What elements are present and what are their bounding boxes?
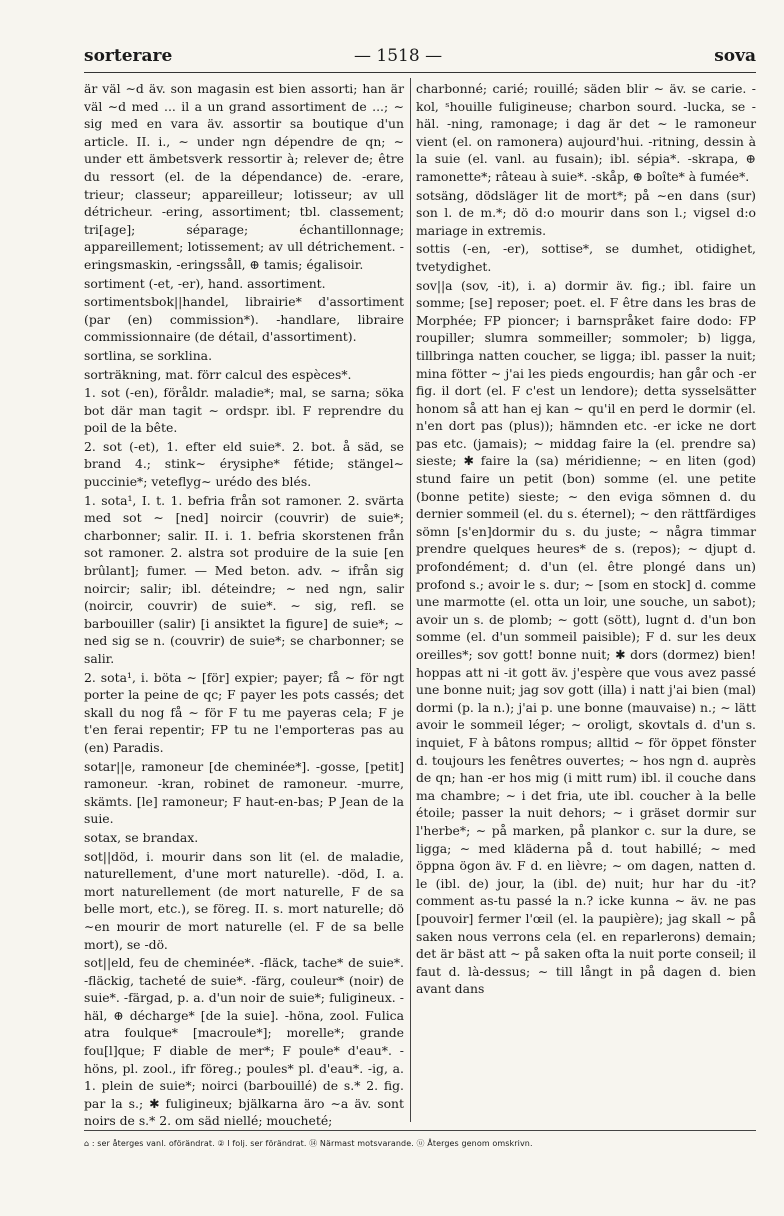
dictionary-entry: sortiment (-et, -er), hand. assortiment. bbox=[84, 275, 326, 291]
dictionary-entry: är väl ∼d äv. son magasin est bien assorti; han är väl ∼d med ... il a un grand assortiment de ...; ∼ sig med en vara äv. assortir sa boutique d'un article. II. i., ∼ under ngn dépendre de qn; ∼ under ett ämbetsverk ressortir à; relever de; être du ressort (el. de la dépendance) de. -erare, trieur; classeur; appareilleur; lotisseur; av ull détricheur. -ering, assortiment; tbl. classement; tri[age]; séparage; échantillonnage; appareillement; lotissement; av ull détrichement. -eringsmaskin, -eringssåll, ⊕ tamis; égalisoir. bbox=[84, 81, 404, 272]
dictionary-entry: sotsäng, dödsläger lit de mort*; på ∼en dans (sur) son l. de m.*; dö d:o mourir dans son l.; vigsel d:o mariage in extremis. bbox=[416, 187, 756, 238]
right-column bbox=[416, 80, 756, 1120]
dictionary-entry: sortimentsbok||handel, librairie* d'assortiment (par (en) commission*). -handlare, libraire commissionnaire (de détail, d'assortiment). bbox=[84, 294, 404, 345]
page-header bbox=[84, 42, 756, 73]
right-guide-word: sova bbox=[714, 46, 756, 66]
footnote-legend: ⌂ : ser återges vanl. oförändrat. ② I folj. ser förändrat. ⑭ Närmast motsvarande. ⓤ Återges genom omskrivn. bbox=[84, 1130, 756, 1167]
dictionary-entry: 2. sot (-et), 1. efter eld suie*. 2. bot. å säd, se brand 4.; stink∼ érysiphe* fétide; stängel∼ puccinie*; veteflyg∼ urédo des blés. bbox=[84, 438, 404, 490]
dictionary-entry: sorträkning, mat. förr calcul des espèces*. bbox=[84, 366, 352, 382]
dictionary-entry: sot||död, i. mourir dans son lit (el. de maladie, naturellement, d'une mort naturelle). -död, I. a. mort naturellement (de mort naturelle, F de sa belle mort, etc.), se föreg. II. s. mort naturelle; dö ∼en mourir de mort naturelle (el. F de sa belle mort), se -dö. bbox=[84, 848, 404, 952]
dictionary-entry: 1. sot (-en), föråldr. maladie*; mal, se sarna; söka bot där man tagit ∼ ordspr. ibl. F reprendre du poil de la bête. bbox=[84, 385, 404, 436]
dictionary-entry: 2. sota¹, i. böta ∼ [för] expier; payer; få ∼ för ngt porter la peine de qc; F payer les pots cassés; det skall du nog få ∼ för F tu me payeras cela; F je t'en ferai repentir; FP tu ne l'emporteras pas au (en) Paradis. bbox=[84, 669, 404, 755]
column-divider bbox=[410, 78, 411, 1122]
left-column bbox=[84, 80, 404, 1129]
dictionary-entry: charbonné; carié; rouillé; säden blir ∼ äv. se carie. -kol, ˢhouille fuligineuse; charbon sourd. -lucka, se -häl. -ning, ramonage; i dag är det ∼ le ramoneur vient (el. on ramonera) aujourd'hui. -ritning, dessin à la suie (el. vanl. au fusain); ibl. sépia*. -skrapa, ⊕ ramonette*; râteau à suie*. -skåp, ⊕ boîte* à fumée*. bbox=[416, 81, 756, 184]
dictionary-entry: sotar||e, ramoneur [de cheminée*]. -gosse, [petit] ramoneur. -kran, robinet de ramoneur. -murre, skämts. [le] ramoneur; F haut-en-bas; P Jean de la suie. bbox=[84, 758, 404, 827]
left-guide-word: sorterare bbox=[84, 46, 173, 66]
page-number: — 1518 — bbox=[354, 46, 443, 66]
dictionary-entry: sortlina, se sorklina. bbox=[84, 347, 213, 363]
dictionary-entry: sotax, se brandax. bbox=[84, 829, 199, 845]
dictionary-entry: sottis (-en, -er), sottise*, se dumhet, otidighet, tvetydighet. bbox=[416, 241, 756, 274]
dictionary-entry: sov||a (sov, -it), i. a) dormir äv. fig.; ibl. faire un somme; [se] reposer; poet. el. F être dans les bras de Morphée; FP pioncer; i barnspråket faire dodo: FP roupiller; slumra sommeiller; sommoler; b) ligga, tillbringa natten coucher, se ligga; ibl. passer la nuit; mina fötter ∼ j'ai les pieds engourdis; han går och -er fig. il dort (el. F c'est un lendore); detta sysselsätter honom så att han ej kan ∼ qu'il en perd le dormir (el. n'en dort pas (plus)); hämnden etc. -er icke ne dort pas etc. (jamais); ∼ middag faire la (el. prendre sa) sieste; ✱ faire la (sa) méridienne; ∼ en liten (god) stund faire un petit (bon) somme (el. une petite (bonne petite) sieste; ∼ den eviga sömnen d. du dernier sommeil (el. du s. éternel); ∼ den rättfärdiges sömn [s'en]dormir du s. du juste; ∼ några timmar prendre quelques heures* de s. (repos); ∼ djupt d. profondément; d. d'un (el. être plongé dans un) profond s.; avoir le s. dur; ∼ [som en stock] d. comme une marmotte (el. otta un loir, une souche, un sabot); avoir un s. de plomb; ∼ gott (sött), lugnt d. d'un bon somme (el. d'un sommeil paisible); F d. sur les deux oreilles*; sov gott! bonne nuit; ✱ dors (dormez) bien! hoppas att ni -it gott äv. j'espère que vous avez passé une bonne nuit; jag sov gott (illa) i natt j'ai bien (mal) dormi (p. la n.); j'ai p. une bonne (mauvaise) n.; ∼ lätt avoir le sommeil léger; ∼ oroligt, skovtals d. d'un s. inquiet, F à bâtons rompus; alltid ∼ för öppet fönster d. toujours les fenêtres ouvertes; ∼ hos ngn d. auprès de qn; han -er hos mig (i mitt rum) ibl. il couche dans ma chambre; ∼ i det fria, ute ibl. coucher à la belle étoile; passer la nuit dehors; ∼ i gräset dormir sur l'herbe*; ∼ på marken, på plankor c. sur la dure, se ligga; ∼ med kläderna på d. tout habillé; ∼ med öppna ögon äv. F d. en lièvre; ∼ om dagen, natten d. le (ibl. de) jour, la (ibl. de) nuit; hur har du -it? comment as-tu passé la n.? icke kunna ∼ äv. ne pas [pouvoir] fermer l'œil (el. la paupière); jag skall ∼ på saken nous verrons cela (el. en reparlerons) demain; det är bäst att ∼ på saken ofta la nuit porte conseil; il faut d. là-dessus; ∼ till långt in på dagen d. bien avant dans bbox=[416, 277, 756, 997]
dictionary-entry: 1. sota¹, I. t. 1. befria från sot ramoner. 2. svärta med sot ∼ [ned] noircir (couvrir) de suie*; charbonner; salir. II. i. 1. befria skorstenen från sot ramoner. 2. alstra sot produire de la suie [en brûlant]; fumer. — Med beton. adv. ∼ ifrån sig noircir; salir; ibl. déteindre; ∼ ned ngn, salir (noircir, couvrir) de suie*. ∼ sig, refl. se barbouiller (salir) [i ansiktet la figure] de suie*; ∼ ned sig se n. (couvrir) de suie*; se charbonner; se salir. bbox=[84, 492, 404, 666]
dictionary-entry: sot||eld, feu de cheminée*. -fläck, tache* de suie*. -fläckig, tacheté de suie*. -färg, couleur* (noir) de suie*. -färgad, p. a. d'un noir de suie*; fuligineux. -häl, ⊕ décharge* [de la suie]. -höna, zool. Fulica atra foulque* [macroule*]; morelle*; grande fou[l]que; F diable de mer*; F poule* d'eau*. -höns, pl. zool., ifr föreg.; poules* pl. d'eau*. -ig, a. 1. plein de suie*; noirci (barbouillé) de s.* 2. fig. par la s.; ✱ fuligineux; bjälkarna äro ∼a äv. sont noirs de s.* 2. om säd niellé; moucheté; bbox=[84, 955, 404, 1129]
